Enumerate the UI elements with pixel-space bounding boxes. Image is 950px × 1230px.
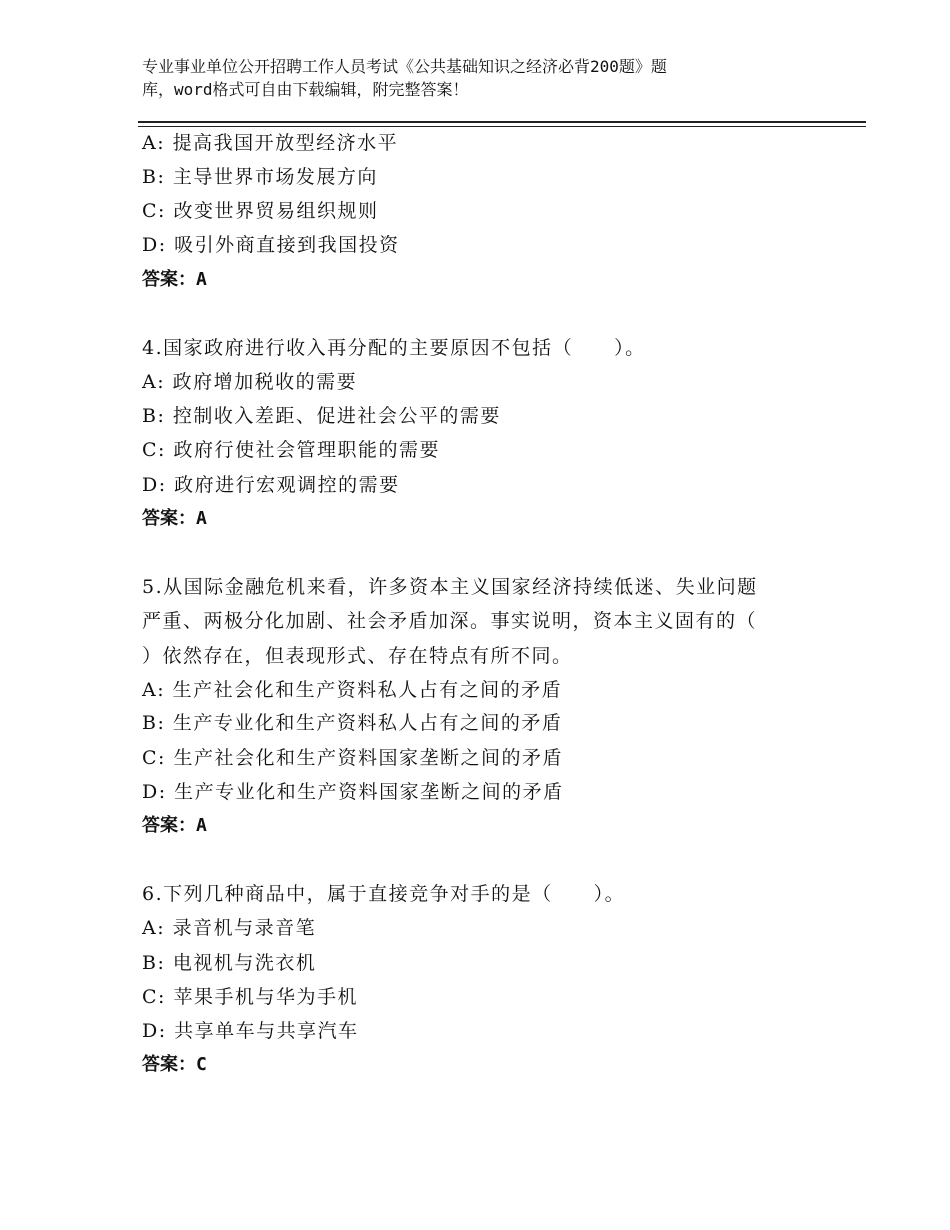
header-line-1: 专业事业单位公开招聘工作人员考试《公共基础知识之经济必背200题》题 xyxy=(142,57,667,76)
document-header xyxy=(142,55,782,101)
q5-option-d: D: 生产专业化和生产资料国家垄断之间的矛盾 xyxy=(142,781,564,803)
q4-option-a: A: 政府增加税收的需要 xyxy=(142,371,358,393)
q6-option-a: A: 录音机与录音笔 xyxy=(142,917,317,939)
q5-option-b: B: 生产专业化和生产资料私人占有之间的矛盾 xyxy=(142,712,563,734)
q6-stem: 6.下列几种商品中，属于直接竞争对手的是（ ）。 xyxy=(142,883,626,905)
q4-answer: 答案：A xyxy=(142,508,207,529)
q6-answer: 答案：C xyxy=(142,1054,207,1075)
q3-answer: 答案：A xyxy=(142,269,207,290)
q4-option-b: B: 控制收入差距、促进社会公平的需要 xyxy=(142,405,501,427)
q4-option-d: D: 政府进行宏观调控的需要 xyxy=(142,474,400,496)
q5-stem-line-1: 5.从国际金融危机来看，许多资本主义国家经济持续低迷、失业问题 xyxy=(142,576,758,598)
q5-stem-line-2: 严重、两极分化加剧、社会矛盾加深。事实说明，资本主义固有的（ xyxy=(142,610,758,632)
q6-option-b: B: 电视机与洗衣机 xyxy=(142,952,317,974)
q4-stem: 4.国家政府进行收入再分配的主要原因不包括（ ）。 xyxy=(142,337,646,359)
q4-option-c: C: 政府行使社会管理职能的需要 xyxy=(142,439,440,461)
q3-option-a: A: 提高我国开放型经济水平 xyxy=(142,132,399,154)
q3-option-b: B: 主导世界市场发展方向 xyxy=(142,166,378,188)
q5-answer: 答案：A xyxy=(142,815,207,836)
header-divider-thin xyxy=(138,126,866,127)
header-divider-thick xyxy=(138,121,866,123)
q6-option-c: C: 苹果手机与华为手机 xyxy=(142,986,358,1008)
q5-stem-line-3: ）依然存在，但表现形式、存在特点有所不同。 xyxy=(142,645,573,667)
q5-option-c: C: 生产社会化和生产资料国家垄断之间的矛盾 xyxy=(142,747,563,769)
q6-option-d: D: 共享单车与共享汽车 xyxy=(142,1020,359,1042)
header-line-2: 库，word格式可自由下载编辑，附完整答案！ xyxy=(142,80,469,99)
q3-option-d: D: 吸引外商直接到我国投资 xyxy=(142,234,400,256)
q3-option-c: C: 改变世界贸易组织规则 xyxy=(142,200,379,222)
q5-option-a: A: 生产社会化和生产资料私人占有之间的矛盾 xyxy=(142,679,563,701)
